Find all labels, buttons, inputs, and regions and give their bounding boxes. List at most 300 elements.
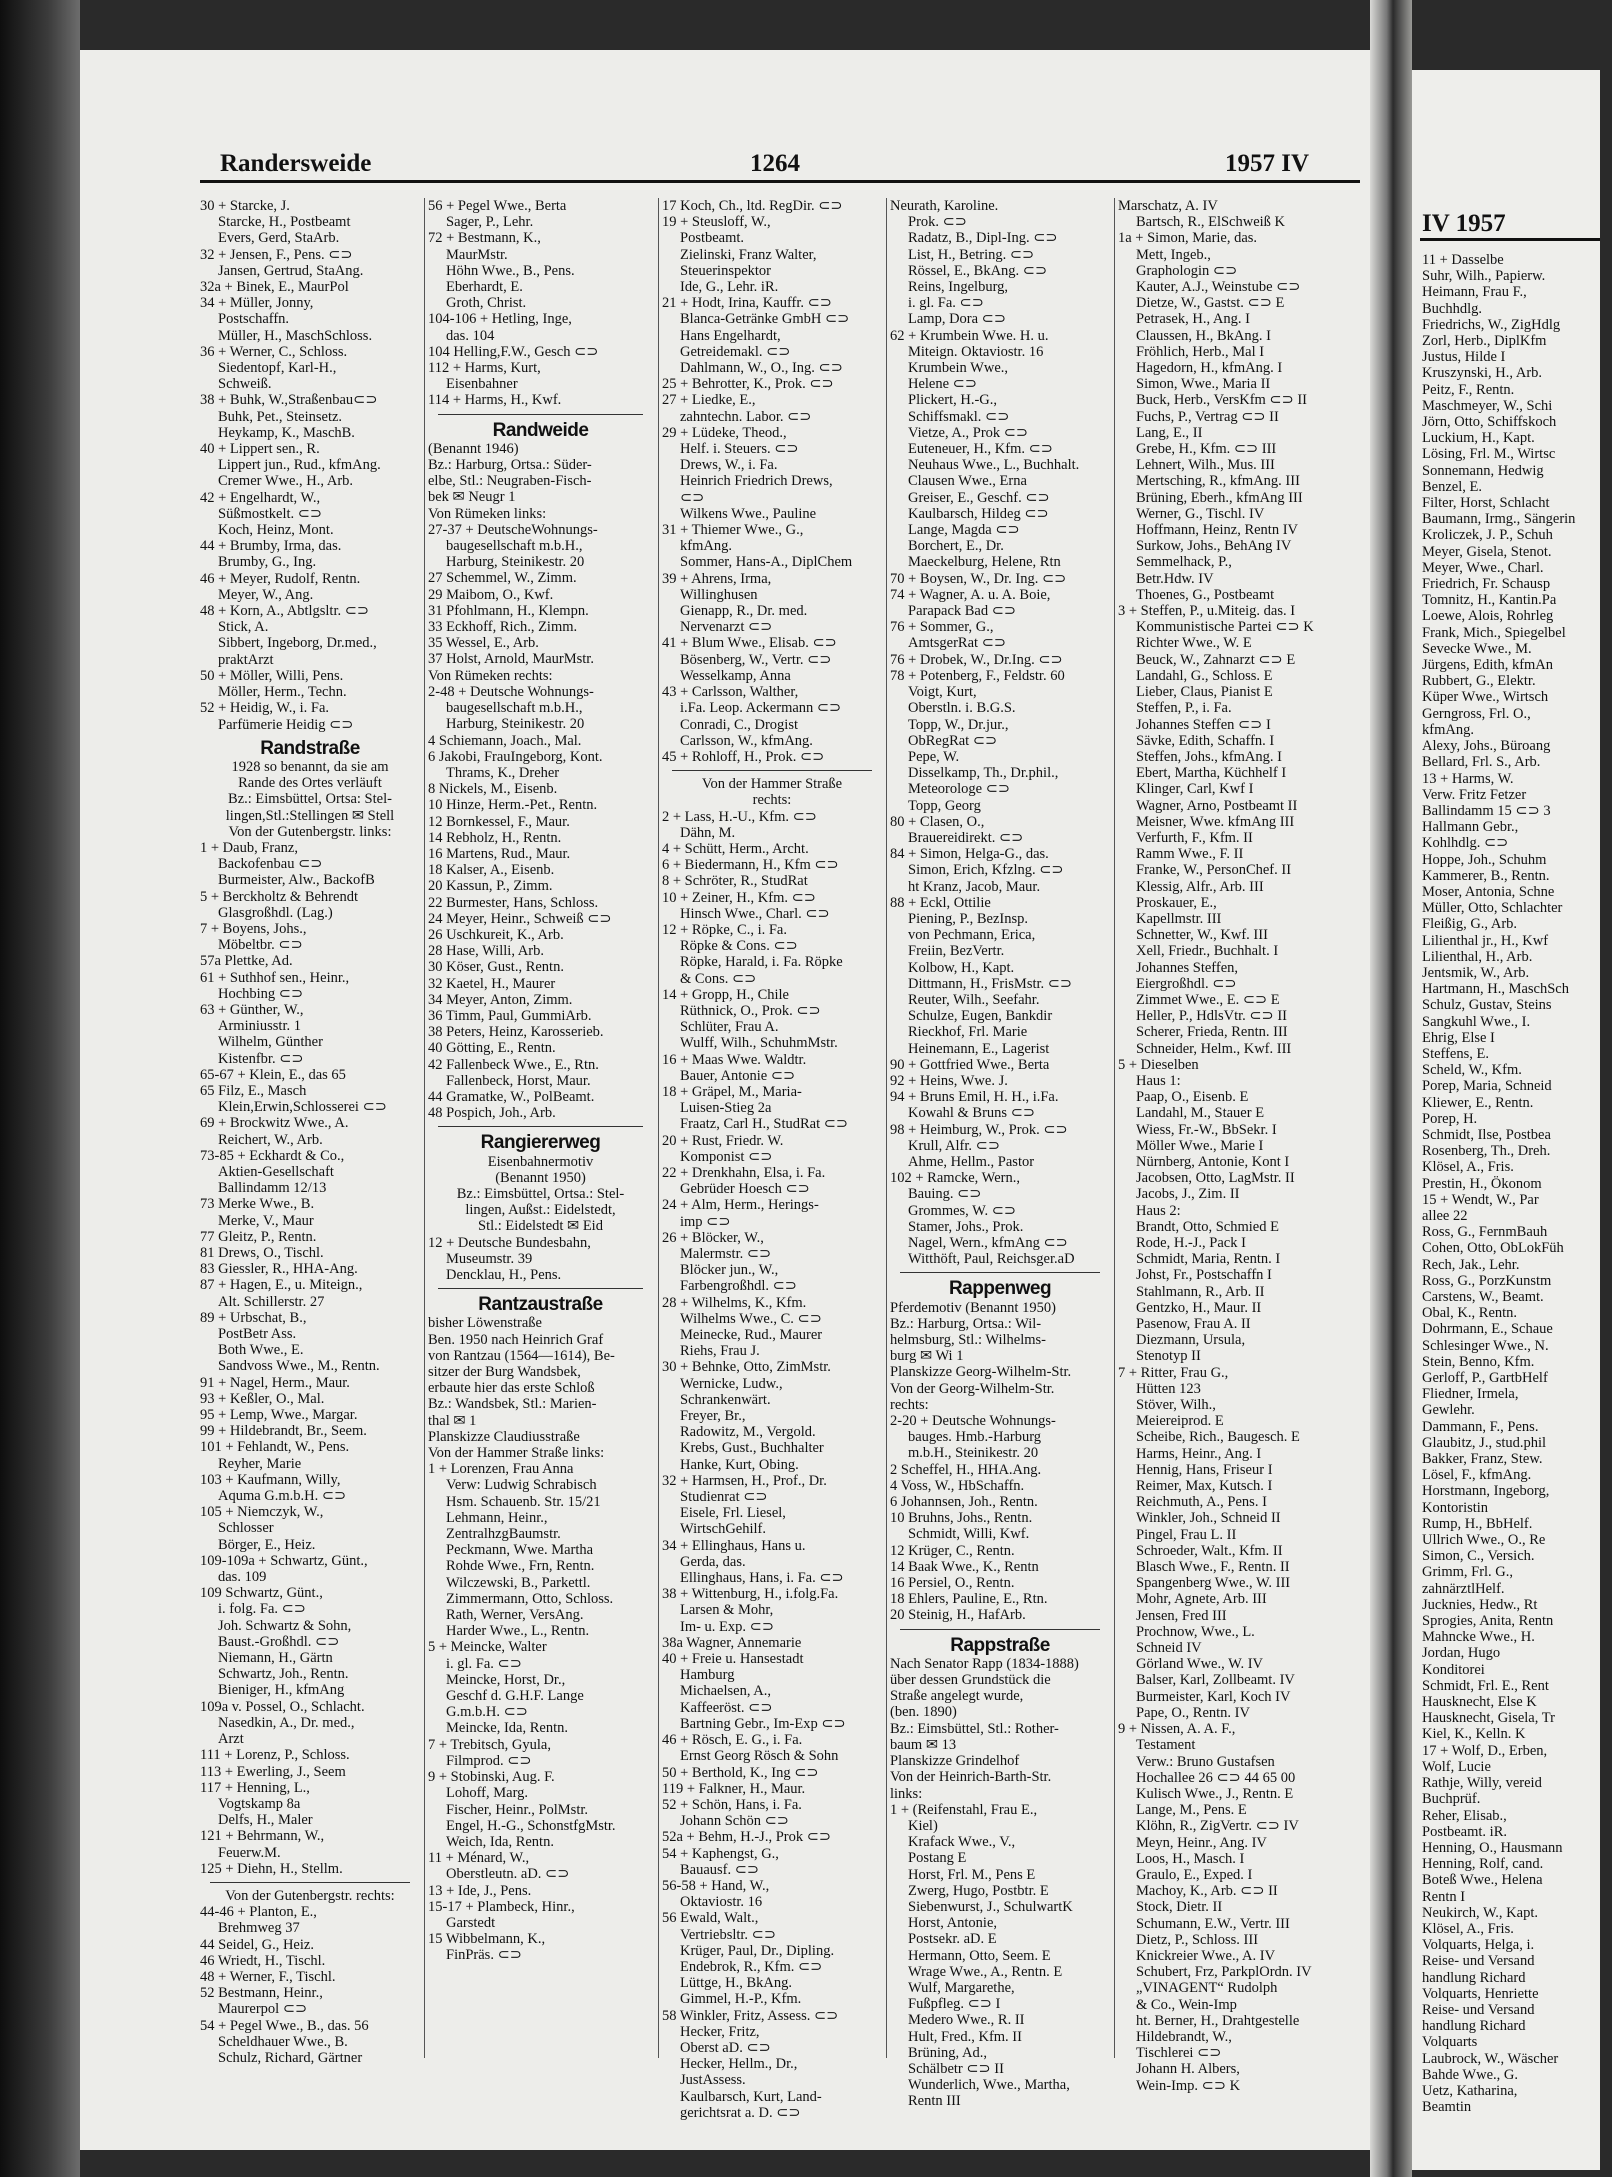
rappenweg-intro: [890, 1300, 1110, 1413]
directory-entry-line: Sibbert, Ingeborg, Dr.med.,: [218, 635, 377, 652]
directory-entry-line: Bz.: Eimsbüttel, Stl.: Rother-: [890, 1720, 1059, 1737]
directory-entry-line: 2 Scheffel, H., HHA.Ang.: [890, 1461, 1042, 1478]
directory-entry-line: Topp, W., Dr.jur.,: [908, 716, 1009, 733]
street-heading-randweide: Randweide: [492, 419, 589, 441]
directory-entry-line: 95 + Lemp, Wwe., Margar.: [200, 1407, 358, 1424]
directory-entry-line: Niemann, H., Gärtn: [218, 1650, 333, 1667]
directory-entry-line: 24 Meyer, Heinr., Schweiß ⊂⊃: [428, 910, 612, 927]
directory-entry-line: Reher, Elisab.,: [1422, 1807, 1507, 1824]
directory-entry-line: Wulff, Wilh., SchuhmMstr.: [680, 1035, 838, 1052]
directory-entry-line: Planskizze Georg-Wilhelm-Str.: [890, 1364, 1072, 1381]
directory-entry-line: Knickreier Wwe., A. IV: [1136, 1947, 1276, 1964]
directory-entry-line: 81 Drews, O., Tischl.: [200, 1245, 324, 1261]
directory-entry-line: 14 Rebholz, H., Rentn.: [428, 829, 562, 846]
directory-entry-line: Hausknecht, Gisela, Tr: [1422, 1710, 1555, 1727]
directory-entry-line: Hoffmann, Heinz, Rentn IV: [1136, 522, 1299, 539]
directory-entry-line: 5 + Dieselben: [1118, 1056, 1199, 1073]
directory-entry-line: Betr.Hdw. IV: [1136, 570, 1214, 587]
directory-entry-line: Krumbein Wwe.,: [908, 360, 1008, 377]
directory-entry-line: Von der Gutenbergstr. links:: [228, 823, 392, 840]
directory-entry-line: 57a Plettke, Ad.: [200, 953, 293, 970]
directory-entry-line: Sommer, Hans-A., DiplChem: [680, 554, 853, 571]
directory-entry-line: Schroeder, Walt., Kfm. II: [1136, 1542, 1283, 1559]
directory-entry-line: Rüthnick, O., Prok. ⊂⊃: [680, 1002, 821, 1019]
facing-header-rule: [1420, 238, 1600, 241]
directory-entry-line: Von der Heinrich-Barth-Str.: [890, 1769, 1052, 1786]
directory-entry-line: Scheibe, Rich., Baugesch. E: [1136, 1429, 1300, 1446]
directory-entry-line: Eisenbahner: [446, 376, 518, 393]
directory-entry-line: Piening, P., BezInsp.: [908, 910, 1029, 927]
directory-entry-line: 98 + Heimburg, W., Prok. ⊂⊃: [890, 1121, 1068, 1138]
directory-entry-line: Pasenow, Frau A. II: [1136, 1316, 1251, 1333]
directory-entry-line: 109a v. Possel, O., Schlacht.: [200, 1698, 365, 1715]
directory-entry-line: Eberhardt, E.: [446, 279, 523, 296]
directory-entry-line: Jentsmik, W., Arb.: [1422, 964, 1530, 981]
directory-entry-line: Verw.: Bruno Gustafsen: [1136, 1753, 1275, 1770]
directory-entry-line: Wilczewski, B., Parkettl.: [446, 1574, 591, 1591]
directory-entry-line: Wrage Wwe., A., Rentn. E: [908, 1963, 1063, 1980]
directory-entry-line: Gentzko, H., Maur. II: [1136, 1299, 1262, 1316]
directory-entry-line: Vietze, A., Prok ⊂⊃: [908, 424, 1029, 441]
directory-entry-line: Jürgens, Edith, kfmAn: [1422, 657, 1554, 674]
directory-entry-line: Harburg, Steinikestr. 20: [446, 554, 585, 571]
directory-entry-line: Rode, H.-J., Pack I: [1136, 1235, 1246, 1251]
directory-entry-line: Von der Georg-Wilhelm-Str.: [890, 1380, 1055, 1397]
directory-entry-line: Bauausf. ⊂⊃: [680, 1861, 760, 1878]
directory-entry-line: Thoenes, G., Postbeamt: [1136, 586, 1275, 603]
directory-entry-line: 90 + Gottfried Wwe., Berta: [890, 1056, 1050, 1073]
directory-entry-line: 1 + Lorenzen, Frau Anna: [428, 1461, 574, 1478]
directory-entry-line: Landahl, G., Schloss. E: [1136, 667, 1273, 684]
directory-entry-line: Maeckelburg, Helene, Rtn: [908, 554, 1061, 571]
directory-entry-line: 111 + Lorenz, P., Schloss.: [200, 1747, 350, 1764]
directory-entry-line: Aquma G.m.b.H. ⊂⊃: [218, 1488, 347, 1505]
directory-entry-line: (Benannt 1950): [495, 1169, 586, 1186]
directory-entry-line: Horst, Frl. M., Pens E: [908, 1866, 1036, 1883]
column-4: [890, 198, 1110, 2110]
directory-entry-line: erbaute hier das erste Schloß: [428, 1380, 595, 1397]
directory-entry-line: 31 Pfohlmann, H., Klempn.: [428, 602, 589, 619]
directory-entry-line: 29 Maibom, O., Kwf.: [428, 586, 554, 603]
column-divider: [658, 198, 659, 2058]
directory-entry-line: Ellinghaus, Hans, i. Fa. ⊂⊃: [680, 1570, 844, 1587]
directory-entry-line: Simon, Wwe., Maria II: [1136, 376, 1271, 393]
directory-entry-line: Dammann, F., Pens.: [1422, 1418, 1539, 1435]
directory-entry-line: 10 Bruhns, Johs., Rentn.: [890, 1510, 1033, 1527]
directory-entry-line: 6 Johannsen, Joh., Rentn.: [890, 1494, 1038, 1511]
directory-entry-line: Von Rümeken links:: [428, 505, 547, 522]
directory-entry-line: Miteign. Oktaviostr. 16: [908, 343, 1044, 360]
directory-entry-line: Jordan, Hugo: [1422, 1645, 1501, 1662]
directory-entry-line: Kiel): [908, 1817, 938, 1834]
directory-entry-line: Rande des Ortes verläuft: [238, 775, 382, 792]
directory-entry-line: Schlosser: [218, 1520, 274, 1537]
directory-entry-line: 16 Martens, Rud., Maur.: [428, 845, 571, 862]
directory-entry-line: praktArzt: [218, 651, 274, 668]
directory-entry-line: Hoppe, Joh., Schuhm: [1422, 851, 1547, 868]
directory-entry-line: 44-46 + Planton, E.,: [200, 1904, 317, 1921]
directory-entry-line: Stock, Dietr. II: [1136, 1899, 1223, 1916]
directory-entry-line: Reyher, Marie: [218, 1455, 302, 1472]
directory-entry-line: 17 + Wolf, D., Erben,: [1422, 1742, 1548, 1759]
street-heading-rantzaustrasse: Rantzaustraße: [478, 1294, 603, 1316]
directory-entry-line: Eisenbahnermotiv: [487, 1153, 594, 1170]
directory-entry-line: 38 + Wittenburg, H., i.folg.Fa.: [662, 1586, 839, 1603]
randweide-entries: [428, 522, 653, 1122]
directory-entry-line: Cremer Wwe., H., Arb.: [218, 473, 354, 490]
directory-entry-line: List, H., Betring. ⊂⊃: [908, 246, 1035, 263]
separator: [900, 1629, 1100, 1630]
directory-entry-line: Witthöft, Paul, Reichsger.aD: [908, 1251, 1075, 1268]
directory-entry-line: Möller, Herm., Techn.: [218, 684, 347, 701]
hammer-right-entries: [662, 809, 882, 2121]
rantzaustrasse-intro: [428, 1315, 653, 1461]
directory-entry-line: Pingel, Frau L. II: [1136, 1526, 1237, 1543]
directory-entry-line: 17 Koch, Ch., ltd. RegDir. ⊂⊃: [662, 198, 843, 214]
directory-entry-line: Bz.: Harburg, Ortsa.: Wil-: [890, 1315, 1042, 1332]
directory-entry-line: baugesellschaft m.b.H.,: [446, 538, 583, 555]
directory-entry-line: Lange, M., Pens. E: [1136, 1802, 1247, 1819]
directory-entry-line: Kolbow, H., Kapt.: [908, 959, 1015, 976]
directory-entry-line: i. gl. Fa. ⊂⊃: [446, 1655, 522, 1672]
directory-entry-line: 13 + Ide, J., Pens.: [428, 1882, 532, 1899]
directory-entry-line: AmtsgerRat ⊂⊃: [908, 635, 1006, 652]
directory-entry-line: Glaubitz, J., stud.phil: [1422, 1434, 1547, 1451]
directory-entry-line: 9 + Stobinski, Aug. F.: [428, 1769, 555, 1786]
directory-entry-line: Ide, G., Lehr. iR.: [680, 279, 779, 296]
directory-entry-line: WirtschGehilf.: [680, 1521, 766, 1538]
directory-entry-line: Sager, P., Lehr.: [446, 214, 534, 231]
directory-entry-line: MaurMstr.: [446, 246, 508, 263]
directory-entry-line: Suhr, Wilh., Papierw.: [1422, 268, 1546, 285]
directory-entry-line: Schneider, Helm., Kwf. III: [1136, 1040, 1292, 1057]
directory-entry-line: Semmelhack, P.,: [1136, 554, 1232, 571]
directory-entry-line: Schiffsmakl. ⊂⊃: [908, 408, 1010, 425]
directory-entry-line: Bartsch, R., ElSchweiß K: [1136, 214, 1286, 231]
directory-entry-line: 15-17 + Plambeck, Hinr.,: [428, 1898, 575, 1915]
directory-entry-line: Loewe, Alois, Rohrleg: [1422, 608, 1554, 625]
directory-entry-line: Klein,Erwin,Schlosserei ⊂⊃: [218, 1099, 387, 1116]
directory-entry-line: Hult, Fred., Kfm. II: [908, 2028, 1022, 2045]
directory-entry-line: Möller Wwe., Marie I: [1136, 1137, 1264, 1154]
directory-entry-line: Postschaffn.: [218, 311, 290, 328]
directory-entry-line: Kliewer, E., Rentn.: [1422, 1094, 1534, 1111]
directory-entry-line: 1a + Simon, Marie, das.: [1118, 230, 1258, 247]
directory-entry-line: 31 + Thiemer Wwe., G.,: [662, 522, 804, 539]
directory-entry-line: Ross, G., PorzKunstm: [1422, 1272, 1552, 1289]
directory-entry-line: Reins, Ingelburg,: [908, 279, 1009, 296]
separator: [210, 1882, 410, 1883]
directory-entry-line: 4 + Schütt, Herm., Archt.: [662, 840, 809, 857]
directory-entry-line: Johannes Steffen,: [1136, 959, 1239, 976]
directory-entry-line: Zorl, Herb., DiplKfm: [1422, 333, 1547, 350]
directory-entry-line: Carlsson, W., kfmAng.: [680, 732, 813, 749]
directory-entry-line: Dähn, M.: [680, 824, 736, 841]
directory-entry-line: 34 + Ellinghaus, Hans u.: [662, 1537, 806, 1554]
directory-entry-line: 78 + Potenberg, F., Feldstr. 60: [890, 667, 1065, 684]
directory-entry-line: Maschmeyer, W., Schi: [1422, 397, 1553, 414]
column-divider: [1114, 198, 1115, 2058]
directory-entry-line: Lippert jun., Rud., kfmAng.: [218, 457, 381, 474]
directory-entry-line: 46 + Meyer, Rudolf, Rentn.: [200, 570, 361, 587]
directory-entry-line: Zielinski, Franz Walter,: [680, 246, 817, 263]
directory-entry-line: Heinemann, E., Lagerist: [908, 1040, 1050, 1057]
directory-entry-line: Disselkamp, Th., Dr.phil.,: [908, 765, 1059, 782]
directory-entry-line: 36 Timm, Paul, GummiArb.: [428, 1007, 592, 1024]
directory-entry-line: Nagel, Wern., kfmAng ⊂⊃: [908, 1235, 1068, 1251]
directory-entry-line: Ramm Wwe., F. II: [1136, 846, 1244, 863]
directory-entry-line: 10 + Zeiner, H., Kfm. ⊂⊃: [662, 889, 816, 906]
directory-entry-line: Kammerer, B., Rentn.: [1422, 867, 1550, 884]
directory-entry-line: Gerngross, Frl. O.,: [1422, 705, 1531, 722]
column-5: [1118, 198, 1350, 2098]
directory-entry-line: 50 + Möller, Willi, Pens.: [200, 667, 344, 684]
directory-entry-line: Johst, Fr., Postschaffn I: [1136, 1267, 1272, 1284]
directory-entry-line: 29 + Lüdeke, Theod.,: [662, 424, 787, 441]
directory-entry-line: Riehs, Frau J.: [680, 1343, 760, 1360]
directory-entry-line: Ullrich Wwe., O., Re: [1422, 1532, 1546, 1549]
directory-entry-line: Sävke, Edith, Schaffn. I: [1136, 732, 1275, 749]
directory-entry-line: Glasgroßhdl. (Lag.): [218, 904, 333, 921]
directory-entry-line: 12 Bornkessel, F., Maur.: [428, 813, 570, 830]
directory-entry-line: 22 + Drenkhahn, Elsa, i. Fa.: [662, 1164, 826, 1181]
directory-entry-line: links:: [890, 1785, 923, 1802]
directory-entry-line: Harms, Heinr., Ang. I: [1136, 1445, 1262, 1462]
directory-entry-line: PostBetr Ass.: [218, 1326, 297, 1343]
directory-entry-line: 13 + Harms, W.: [1422, 770, 1514, 787]
hammer-right-heading: [662, 776, 882, 808]
directory-entry-line: Thrams, K., Dreher: [446, 764, 560, 781]
rappstrasse-intro: [890, 1656, 1110, 1802]
directory-entry-line: 119 + Falkner, H., Maur.: [662, 1780, 806, 1797]
directory-entry-line: ht. Berner, H., Drahtgestelle: [1136, 2012, 1300, 2029]
directory-entry-line: Reichert, W., Arb.: [218, 1131, 323, 1148]
directory-entry-line: Lamp, Dora ⊂⊃: [908, 311, 1006, 328]
directory-entry-line: Evers, Gerd, StaArb.: [218, 230, 340, 247]
directory-entry-line: Prestin, H., Ökonom: [1422, 1175, 1542, 1192]
street-heading-rappstrasse: Rappstraße: [950, 1634, 1050, 1656]
directory-entry-line: Pferdemotiv (Benannt 1950): [890, 1299, 1056, 1316]
directory-entry-line: Hecker, Hellm., Dr.,: [680, 2056, 798, 2073]
directory-entry-line: Nasedkin, A., Dr. med.,: [218, 1714, 355, 1731]
directory-entry-line: Oberstleutn. aD. ⊂⊃: [446, 1866, 570, 1883]
directory-entry-line: Fröhlich, Herb., Mal I: [1136, 343, 1265, 360]
directory-entry-line: Malermstr. ⊂⊃: [680, 1246, 772, 1262]
directory-entry-line: Tischlerei ⊂⊃: [1136, 2045, 1222, 2062]
directory-entry-line: JustAssess.: [680, 2072, 746, 2089]
directory-entry-line: Rath, Werner, VersAng.: [446, 1607, 584, 1624]
directory-entry-line: 26 Uschkureit, K., Arb.: [428, 926, 564, 943]
directory-entry-line: & Cons. ⊂⊃: [680, 970, 757, 987]
directory-entry-line: Johannes Steffen ⊂⊃ I: [1136, 716, 1271, 733]
directory-entry-line: Franke, W., PersonChef. II: [1136, 862, 1292, 879]
directory-entry-line: Postang E: [908, 1850, 967, 1867]
directory-entry-line: Rosenberg, Th., Dreh.: [1422, 1143, 1551, 1160]
directory-entry-line: 11 + Ménard, W.,: [428, 1850, 530, 1867]
page-number: 1264: [750, 150, 800, 177]
directory-entry-line: 30 Köser, Gust., Rentn.: [428, 959, 564, 976]
directory-entry-line: Schälbetr ⊂⊃ II: [908, 2060, 1004, 2077]
directory-entry-line: 56-58 + Hand, W.,: [662, 1877, 770, 1894]
directory-entry-line: Schmidt, Ilse, Postbea: [1422, 1126, 1551, 1143]
directory-entry-line: Porep, H.: [1422, 1110, 1478, 1127]
directory-entry-line: Kruszynski, H., Arb.: [1422, 365, 1543, 382]
directory-entry-line: Fliedner, Irmela,: [1422, 1386, 1519, 1403]
directory-entry-line: 22 Burmester, Hans, Schloss.: [428, 894, 599, 911]
facing-page-entries: [1422, 252, 1612, 2115]
directory-entry-line: Friedrichs, W., ZigHdlg: [1422, 316, 1561, 333]
directory-entry-line: Horst, Antonie,: [908, 1915, 998, 1932]
directory-entry-line: 38 Peters, Heinz, Karosserieb.: [428, 1024, 604, 1041]
directory-entry-line: Verfurth, F., Kfm. II: [1136, 829, 1253, 846]
directory-entry-line: Pepe, W.: [908, 748, 960, 765]
directory-entry-line: Nervenarzt ⊂⊃: [680, 619, 773, 636]
directory-entry-line: Küper Wwe., Wirtsch: [1422, 689, 1549, 706]
directory-entry-line: Postbeamt.: [680, 230, 745, 247]
directory-entry-line: 26 + Blöcker, W.,: [662, 1229, 764, 1246]
directory-entry-line: Brumby, G., Ing.: [218, 554, 317, 571]
directory-entry-line: Willinghusen: [680, 586, 758, 603]
directory-entry-line: Filmprod. ⊂⊃: [446, 1752, 532, 1769]
directory-entry-line: G.m.b.H. ⊂⊃: [446, 1704, 528, 1721]
directory-entry-line: 32a + Binek, E., MaurPol: [200, 279, 349, 296]
directory-entry-line: Görland Wwe., W. IV: [1136, 1656, 1263, 1673]
directory-entry-line: kfmAng.: [1422, 721, 1474, 738]
directory-entry-line: Wilhelms Wwe., C. ⊂⊃: [680, 1310, 822, 1327]
directory-entry-line: Sprogies, Anita, Rentn: [1422, 1613, 1554, 1630]
directory-entry-line: Lüttge, H., BkAng.: [680, 1975, 792, 1992]
directory-entry-line: m.b.H., Steinikestr. 20: [908, 1445, 1039, 1462]
directory-entry-line: Reichmuth, A., Pens. I: [1136, 1494, 1267, 1511]
directory-entry-line: Schwartz, Joh., Rentn.: [218, 1666, 349, 1683]
directory-entry-line: Wagner, Arno, Postbeamt II: [1136, 797, 1298, 814]
directory-entry-line: 44 Seidel, G., Heiz.: [200, 1936, 314, 1953]
directory-entry-line: Rössel, E., BkAng. ⊂⊃: [908, 262, 1048, 279]
directory-entry-line: Wein-Imp. ⊂⊃ K: [1136, 2077, 1241, 2094]
directory-entry-line: Endebrok, R., Kfm. ⊂⊃: [680, 1958, 823, 1975]
directory-entry-line: Siebenwurst, J., SchulwartK: [908, 1898, 1073, 1915]
directory-entry-line: 18 Ehlers, Pauline, E., Rtn.: [890, 1591, 1048, 1608]
directory-entry-line: Gimmel, H.-P., Kfm.: [680, 1991, 802, 2008]
directory-entry-line: Meyer, Wwe., Charl.: [1422, 559, 1544, 576]
directory-entry-line: ht Kranz, Jacob, Maur.: [908, 878, 1041, 895]
directory-entry-line: Hochallee 26 ⊂⊃ 44 65 00: [1136, 1769, 1296, 1786]
directory-entry-line: ⊂⊃: [680, 489, 705, 506]
directory-entry-line: Jacobsen, Otto, LagMstr. II: [1136, 1170, 1295, 1187]
directory-entry-line: Müller, Otto, Schlachter: [1422, 900, 1563, 917]
directory-entry-line: bisher Löwenstraße: [428, 1315, 542, 1332]
directory-entry-line: „VINAGENT“ Rudolph: [1136, 1980, 1278, 1997]
directory-entry-line: Heimann, Frau F.,: [1422, 284, 1527, 301]
directory-entry-line: 84 + Simon, Helga-G., das.: [890, 846, 1049, 863]
directory-entry-line: Hildebrandt, W.,: [1136, 2028, 1232, 2045]
directory-entry-line: 15 + Wendt, W., Par: [1422, 1191, 1539, 1208]
directory-entry-line: Rubbert, G., Elektr.: [1422, 673, 1536, 690]
directory-entry-line: Diezmann, Ursula,: [1136, 1332, 1246, 1349]
col2-entries: [428, 198, 653, 409]
directory-entry-line: Radatz, B., Dipl-Ing. ⊂⊃: [908, 230, 1058, 247]
directory-entry-line: 121 + Behrmann, W.,: [200, 1828, 325, 1845]
directory-entry-line: Oktaviostr. 16: [680, 1894, 763, 1911]
directory-entry-line: Fraatz, Carl H., StudRat ⊂⊃: [680, 1116, 849, 1133]
rappstrasse-entries: [890, 1802, 1110, 2110]
directory-entry-line: Friedrich, Fr. Schausp: [1422, 576, 1551, 593]
directory-entry-line: 7 + Ritter, Frau G.,: [1118, 1364, 1229, 1381]
directory-entry-line: Beuck, W., Zahnarzt ⊂⊃ E: [1136, 651, 1296, 668]
directory-entry-line: Gerloff, P., GartbHelf: [1422, 1370, 1548, 1387]
scan-left-edge: [0, 0, 80, 2177]
directory-entry-line: Kapellmstr. III: [1136, 910, 1222, 927]
directory-entry-line: Fuchs, P., Vertrag ⊂⊃ II: [1136, 408, 1279, 425]
directory-entry-line: 16 Persiel, O., Rentn.: [890, 1575, 1015, 1592]
directory-entry-line: Topp, Georg: [908, 797, 981, 814]
directory-entry-line: Hochbing ⊂⊃: [218, 985, 304, 1002]
col3-entries: [662, 198, 882, 765]
directory-entry-line: 94 + Bruns Emil, H. H., i.Fa.: [890, 1089, 1059, 1106]
directory-entry-line: Lange, Magda ⊂⊃: [908, 522, 1020, 539]
book-gutter: [1370, 0, 1412, 2177]
directory-entry-line: Wernicke, Ludw.,: [680, 1375, 783, 1392]
directory-entry-line: lingen, Außst.: Eidelstedt,: [465, 1202, 616, 1219]
directory-entry-line: Ross, G., FernmBauh: [1422, 1224, 1548, 1241]
randstrasse-right-entries: [200, 1904, 420, 2066]
directory-entry-line: Volquarts, Henriette: [1422, 1985, 1539, 2002]
directory-entry-line: Fleißig, G., Arb.: [1422, 916, 1518, 933]
directory-entry-line: 52a + Behm, H.-J., Prok ⊂⊃: [662, 1829, 832, 1846]
directory-entry-line: Radowitz, M., Vergold.: [680, 1424, 816, 1441]
directory-entry-line: Süßmostkelt. ⊂⊃: [218, 505, 323, 522]
directory-entry-line: Geschf d. G.H.F. Lange: [446, 1688, 584, 1705]
directory-entry-line: Steffen, P., i. Fa.: [1136, 700, 1232, 717]
directory-entry-line: Sevecke Wwe., M.: [1422, 640, 1532, 657]
directory-entry-line: i. folg. Fa. ⊂⊃: [218, 1601, 306, 1618]
directory-entry-line: Michaelsen, A.,: [680, 1683, 772, 1700]
directory-entry-line: Bz.: Eimsbüttel, Ortsa: Stel-: [228, 791, 392, 808]
facing-page: [1412, 70, 1600, 2170]
directory-entry-line: 109-109a + Schwartz, Günt.,: [200, 1552, 368, 1569]
directory-entry-line: Höhn Wwe., B., Pens.: [446, 262, 575, 279]
directory-entry-line: 34 Meyer, Anton, Zimm.: [428, 991, 573, 1008]
directory-entry-line: Werner, G., Tischl. IV: [1136, 505, 1265, 522]
directory-entry-line: & Co., Wein-Imp: [1136, 1996, 1237, 2013]
directory-entry-line: Starcke, H., Postbeamt: [218, 214, 351, 231]
directory-entry-line: Hanke, Kurt, Obing.: [680, 1456, 799, 1473]
directory-entry-line: 77 Gleitz, P., Rentn.: [200, 1228, 317, 1245]
directory-entry-line: Grommes, W. ⊂⊃: [908, 1202, 1017, 1219]
directory-entry-line: Stamer, Johs., Prok.: [908, 1218, 1024, 1235]
directory-entry-line: Lilienthal jr., H., Kwf: [1422, 932, 1549, 949]
directory-entry-line: Plickert, H.-G.,: [908, 392, 997, 409]
directory-entry-line: Sangkuhl Wwe., I.: [1422, 1013, 1531, 1030]
separator: [900, 1272, 1100, 1273]
directory-entry-line: 8 Nickels, M., Eisenb.: [428, 781, 558, 798]
directory-entry-line: Krüger, Paul, Dr., Dipling.: [680, 1942, 835, 1959]
directory-entry-line: i.Fa. Leop. Ackermann ⊂⊃: [680, 700, 842, 717]
directory-entry-line: FinPräs. ⊂⊃: [446, 1947, 522, 1964]
directory-entry-line: Groth, Christ.: [446, 295, 527, 312]
directory-entry-line: Greiser, E., Geschf. ⊂⊃: [908, 489, 1050, 506]
directory-entry-line: Brehmweg 37: [218, 1920, 300, 1937]
directory-entry-line: Jacobs, J., Zim. II: [1136, 1186, 1240, 1203]
directory-entry-line: 4 Voss, W., HbSchaffn.: [890, 1477, 1025, 1494]
directory-entry-line: 6 Jakobi, FrauIngeborg, Kont.: [428, 748, 603, 765]
directory-entry-line: elbe, Stl.: Neugraben-Fisch-: [428, 473, 592, 490]
directory-entry-line: Kaffeeröst. ⊂⊃: [680, 1699, 773, 1716]
col1-entries: [200, 198, 420, 733]
column-2: [428, 198, 653, 2098]
directory-entry-line: Meyer, W., Ang.: [218, 586, 314, 603]
directory-entry-line: Kohlhdlg. ⊂⊃: [1422, 835, 1509, 852]
